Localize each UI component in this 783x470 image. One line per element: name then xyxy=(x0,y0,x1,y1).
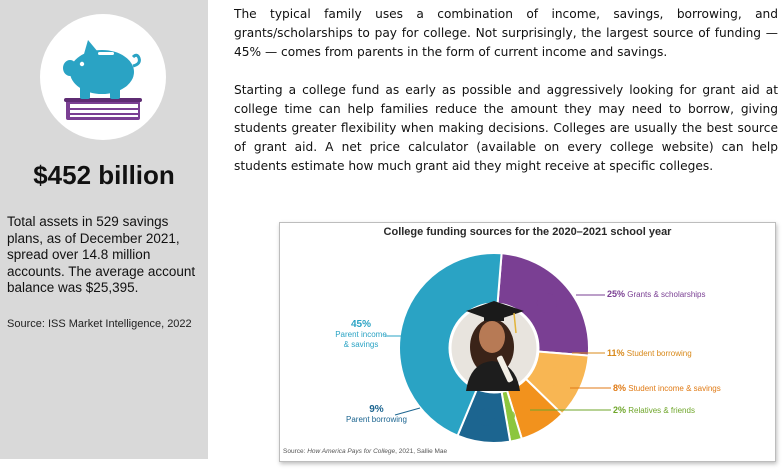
paragraph-1: The typical family uses a combination of income, savings, borrowing, and grants/scholarships to pay for college. Not surprisingly, the largest source of funding — 45% — comes from parents in the form of current income and savings. xyxy=(234,7,778,59)
main-text xyxy=(234,5,778,195)
chart-title: College funding sources for the 2020–2021 school year xyxy=(383,226,672,238)
sidebar-stat-panel xyxy=(0,0,208,459)
chart-source: Source: How America Pays for College, 2021, Sallie Mae xyxy=(283,448,448,455)
piggy-bank-on-book-icon xyxy=(40,14,166,140)
puzzle-knob xyxy=(416,322,436,342)
label-student-borrowing: 11% Student borrowing xyxy=(607,348,692,358)
puzzle-knob xyxy=(548,367,567,386)
graduate-photo xyxy=(450,301,538,392)
total-assets-stat: $452 billion xyxy=(33,160,175,190)
stat-source: Source: ISS Market Intelligence, 2022 xyxy=(7,318,192,330)
puzzle-knob xyxy=(478,409,495,426)
stat-description: Total assets in 529 savings plans, as of December 2021, spread over 14.8 million accounts. The average account balance was $25,395. xyxy=(7,214,196,295)
label-parent-borrowing: 9% Parent borrowing xyxy=(346,404,407,424)
icon-circle xyxy=(40,14,166,140)
funding-chart-figure xyxy=(279,222,776,462)
label-relatives: 2% Relatives & friends xyxy=(613,405,695,415)
paragraph-2: Starting a college fund as early as possible and aggressively looking for grant aid at college time can help families reduce the amount they may need to borrow, giving students greater flexibility when making decisions. Colleges are usually the best source of grant aid. A net price calculator (available on every college website) can help students estimate how much grant aid they might receive at specific colleges. xyxy=(234,83,778,173)
label-student-income: 8% Student income & savings xyxy=(613,383,721,393)
puzzle-knob xyxy=(537,293,557,313)
puzzle-knob xyxy=(522,399,538,415)
label-grants: 25% Grants & scholarships xyxy=(607,289,706,299)
label-parent-income: 45% Parent income & savings xyxy=(335,319,387,349)
